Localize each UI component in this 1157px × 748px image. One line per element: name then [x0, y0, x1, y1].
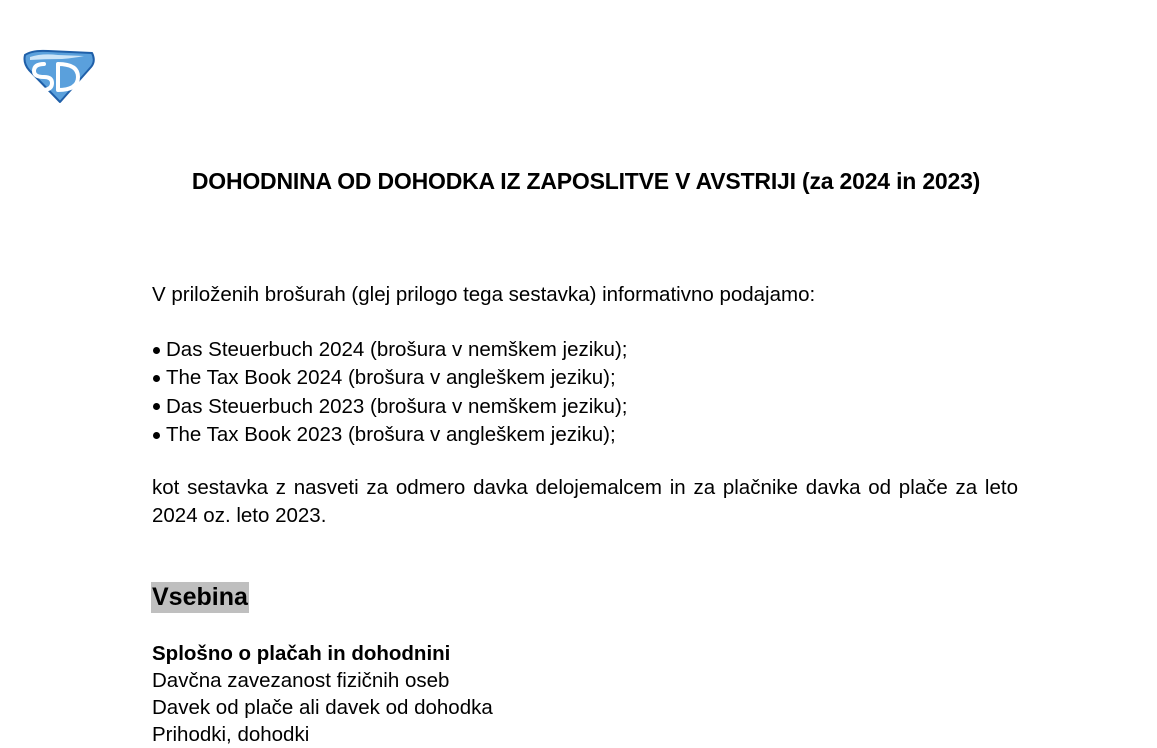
bullet-icon — [153, 403, 160, 410]
contents-item-wage-tax: Davek od plače ali davek od dohodka — [152, 696, 493, 719]
list-item — [151, 393, 627, 421]
brochure-list — [151, 336, 627, 449]
document-title: DOHODNINA OD DOHODKA IZ ZAPOSLITVE V AVSTRIJI (za 2024 in 2023) — [191, 168, 981, 194]
contents-heading: Vsebina — [152, 583, 248, 611]
contents-item-tax-liability: Davčna zavezanost fizičnih oseb — [152, 669, 450, 692]
bullet-icon — [153, 432, 160, 439]
list-item-text: The Tax Book 2023 (brošura v angleškem jeziku); — [166, 422, 616, 446]
contents-item-income: Prihodki, dohodki — [152, 723, 310, 746]
shield-logo — [22, 48, 96, 104]
description-paragraph: kot sestavka z nasveti za odmero davka delojemalcem in za plačnike davka od plače za leto 2024 oz. leto 2023. — [152, 476, 1018, 527]
bullet-icon — [153, 375, 160, 382]
list-item — [151, 364, 627, 392]
shield-logo-icon — [22, 48, 96, 104]
contents-list — [152, 640, 493, 748]
list-item — [151, 336, 627, 364]
intro-text: V priloženih brošurah (glej prilogo tega sestavka) informativno podajamo: — [152, 283, 816, 306]
contents-item-general: Splošno o plačah in dohodnini — [152, 642, 451, 665]
list-item-text: Das Steuerbuch 2023 (brošura v nemškem jeziku); — [166, 394, 628, 418]
bullet-icon — [153, 347, 160, 354]
list-item-text: The Tax Book 2024 (brošura v angleškem jeziku); — [166, 366, 616, 390]
list-item-text: Das Steuerbuch 2024 (brošura v nemškem jeziku); — [166, 338, 628, 361]
list-item — [151, 421, 627, 449]
